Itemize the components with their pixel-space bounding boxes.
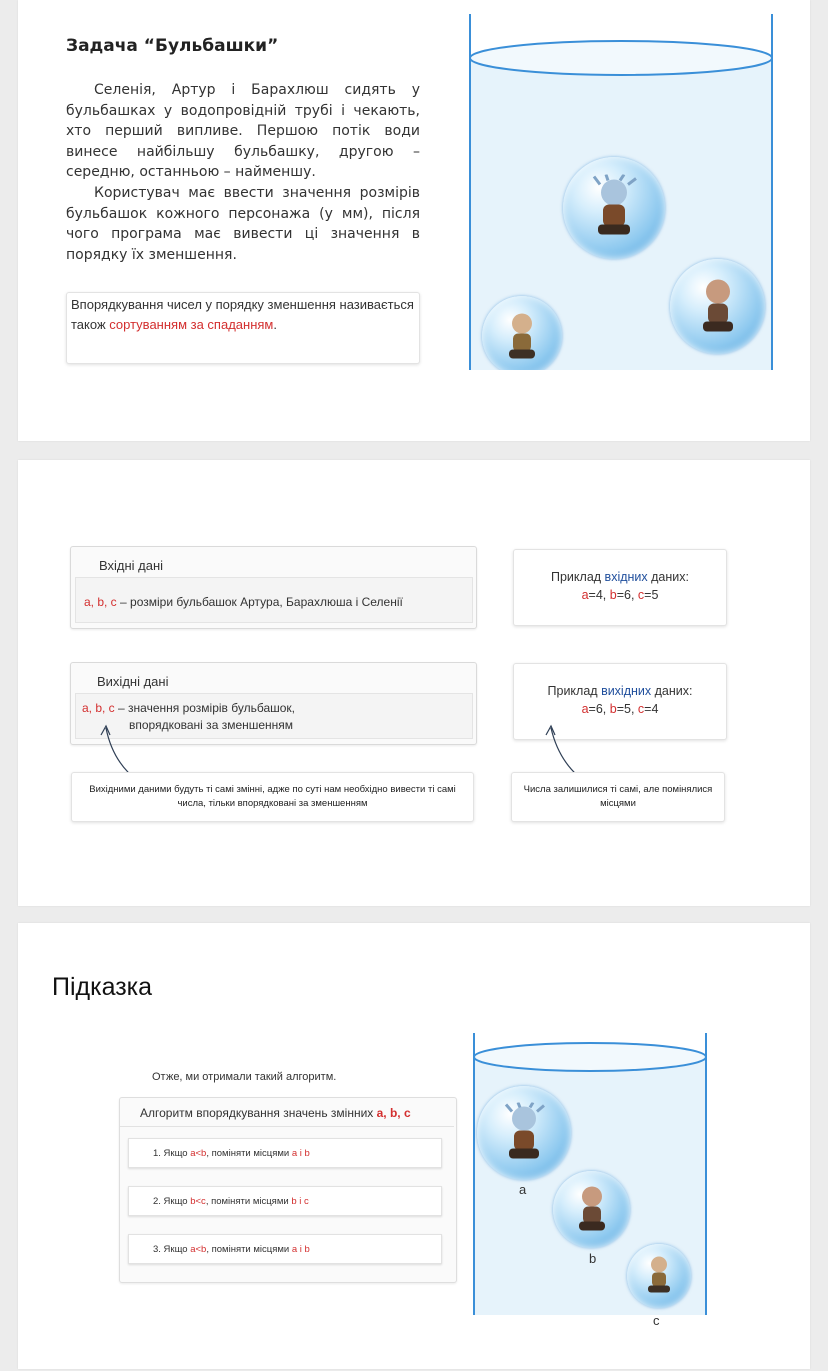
input-data-content bbox=[75, 577, 473, 623]
hint-title: Підказка bbox=[52, 973, 153, 1001]
step-1-action: , поміняти місцями bbox=[206, 1148, 292, 1159]
algorithm-box bbox=[119, 1097, 457, 1283]
ex-out-a-value: =6, bbox=[588, 702, 610, 716]
bubble-b bbox=[553, 1171, 630, 1248]
bubble-a-label: a bbox=[519, 1182, 527, 1197]
character-in-bubble-icon bbox=[499, 1102, 549, 1167]
note-highlight: сортуванням за спаданням bbox=[109, 317, 274, 332]
input-example-highlight: вхідних bbox=[604, 570, 648, 584]
input-example-suffix: даних: bbox=[647, 570, 689, 584]
ex-in-a-name: a bbox=[581, 588, 589, 602]
slide-hint bbox=[18, 923, 810, 1369]
ex-in-c-value: =5 bbox=[644, 588, 659, 602]
step-2-action: , поміняти місцями bbox=[205, 1196, 292, 1207]
algorithm-title-text: Алгоритм впорядкування значень змінних bbox=[140, 1106, 377, 1120]
step-1-vars: a і b bbox=[291, 1148, 310, 1159]
algorithm-step-2 bbox=[128, 1186, 442, 1216]
ex-out-c-value: =4 bbox=[644, 702, 659, 716]
output-example-values bbox=[514, 700, 726, 718]
step-3-vars: a і b bbox=[291, 1244, 310, 1255]
ex-in-a-value: =4, bbox=[588, 588, 610, 602]
input-data-heading: Вхідні дані bbox=[99, 558, 164, 573]
step-2-condition: b<c bbox=[190, 1196, 206, 1207]
slide-task bbox=[18, 0, 810, 441]
ex-in-b-value: =6, bbox=[616, 588, 638, 602]
ex-out-b-name: b bbox=[609, 702, 617, 716]
step-3-action: , поміняти місцями bbox=[206, 1244, 292, 1255]
character-in-bubble-icon bbox=[642, 1254, 676, 1301]
algorithm-step-1 bbox=[128, 1138, 442, 1168]
character-in-bubble-icon bbox=[586, 175, 642, 246]
task-paragraph-2: Користувач має ввести значення розмірів бульбашок кожного персонажа (у мм), після чого програма має вивести ці значення в порядку їх зменшення. bbox=[66, 185, 420, 263]
ex-out-b-value: =5, bbox=[616, 702, 638, 716]
sorting-note bbox=[66, 292, 420, 364]
input-example-prefix: Приклад bbox=[551, 570, 605, 584]
character-in-bubble-icon bbox=[501, 309, 543, 366]
output-example-suffix: даних: bbox=[651, 684, 693, 698]
ex-in-c-name: c bbox=[637, 588, 645, 602]
bubble-a bbox=[477, 1086, 571, 1180]
ex-out-a-name: a bbox=[581, 702, 589, 716]
output-description-1: – значення розмірів бульбашок, bbox=[114, 701, 296, 715]
output-data-heading: Вихідні дані bbox=[97, 674, 169, 689]
output-description-2: впорядковані за зменшенням bbox=[129, 718, 294, 732]
note-suffix: . bbox=[273, 317, 277, 332]
pipe-cutoff bbox=[467, 370, 779, 400]
task-title: Задача “Бульбашки” bbox=[66, 36, 279, 56]
ex-out-c-name: c bbox=[637, 702, 645, 716]
bubble-c bbox=[627, 1244, 691, 1308]
bubble-arthur bbox=[482, 296, 562, 376]
input-description: – розміри бульбашок Артура, Барахлюша і Селенії bbox=[116, 595, 403, 609]
tip-output-same-vars: Вихідними даними будуть ті самі змінні, адже по суті нам необхідно вивести ті самі числа, тільки впорядковані за зменшенням bbox=[71, 772, 474, 822]
slide-data bbox=[18, 460, 810, 906]
character-in-bubble-icon bbox=[693, 276, 743, 341]
task-paragraph-1: Селенія, Артур і Барахлюш сидять у бульбашках у водопровідній трубі і чекають, хто перший випливе. Першою потік води винесе найбільшу бульбашку, другою – середню, останньою – найменшу. bbox=[66, 82, 420, 180]
step-3-condition: a<b bbox=[190, 1244, 207, 1255]
output-example-highlight: вихідних bbox=[601, 684, 652, 698]
input-example-values bbox=[514, 586, 726, 604]
algo-intro: Отже, ми отримали такий алгоритм. bbox=[152, 1071, 337, 1083]
input-example-card bbox=[513, 549, 727, 626]
output-example-title bbox=[514, 682, 726, 700]
algorithm-step-3 bbox=[128, 1234, 442, 1264]
algorithm-divider bbox=[120, 1126, 454, 1127]
step-1-prefix: 1. Якщо bbox=[153, 1148, 191, 1159]
ex-in-b-name: b bbox=[609, 588, 617, 602]
bubble-b-label: b bbox=[589, 1251, 597, 1266]
input-vars: a, b, c bbox=[84, 595, 117, 609]
input-example-title bbox=[514, 568, 726, 586]
step-3-prefix: 3. Якщо bbox=[153, 1244, 191, 1255]
input-data-box bbox=[70, 546, 477, 629]
step-2-vars: b і c bbox=[291, 1196, 309, 1207]
tip-numbers-swapped: Числа залишилися ті самі, але помінялися місцями bbox=[511, 772, 725, 822]
input-data-text bbox=[84, 595, 403, 609]
output-vars: a, b, c bbox=[82, 701, 115, 715]
algorithm-title-vars: a, b, c bbox=[376, 1106, 411, 1120]
output-example-prefix: Приклад bbox=[547, 684, 602, 698]
bubble-barakhlush bbox=[670, 259, 765, 354]
step-2-prefix: 2. Якщо bbox=[153, 1196, 191, 1207]
character-in-bubble-icon bbox=[571, 1184, 613, 1239]
step-1-condition: a<b bbox=[190, 1148, 207, 1159]
note-text: Впорядкування чисел у порядку зменшення називається також bbox=[71, 297, 414, 332]
bubble-selenia bbox=[563, 157, 665, 259]
algorithm-title bbox=[140, 1106, 411, 1120]
bubble-c-label: c bbox=[653, 1313, 660, 1328]
